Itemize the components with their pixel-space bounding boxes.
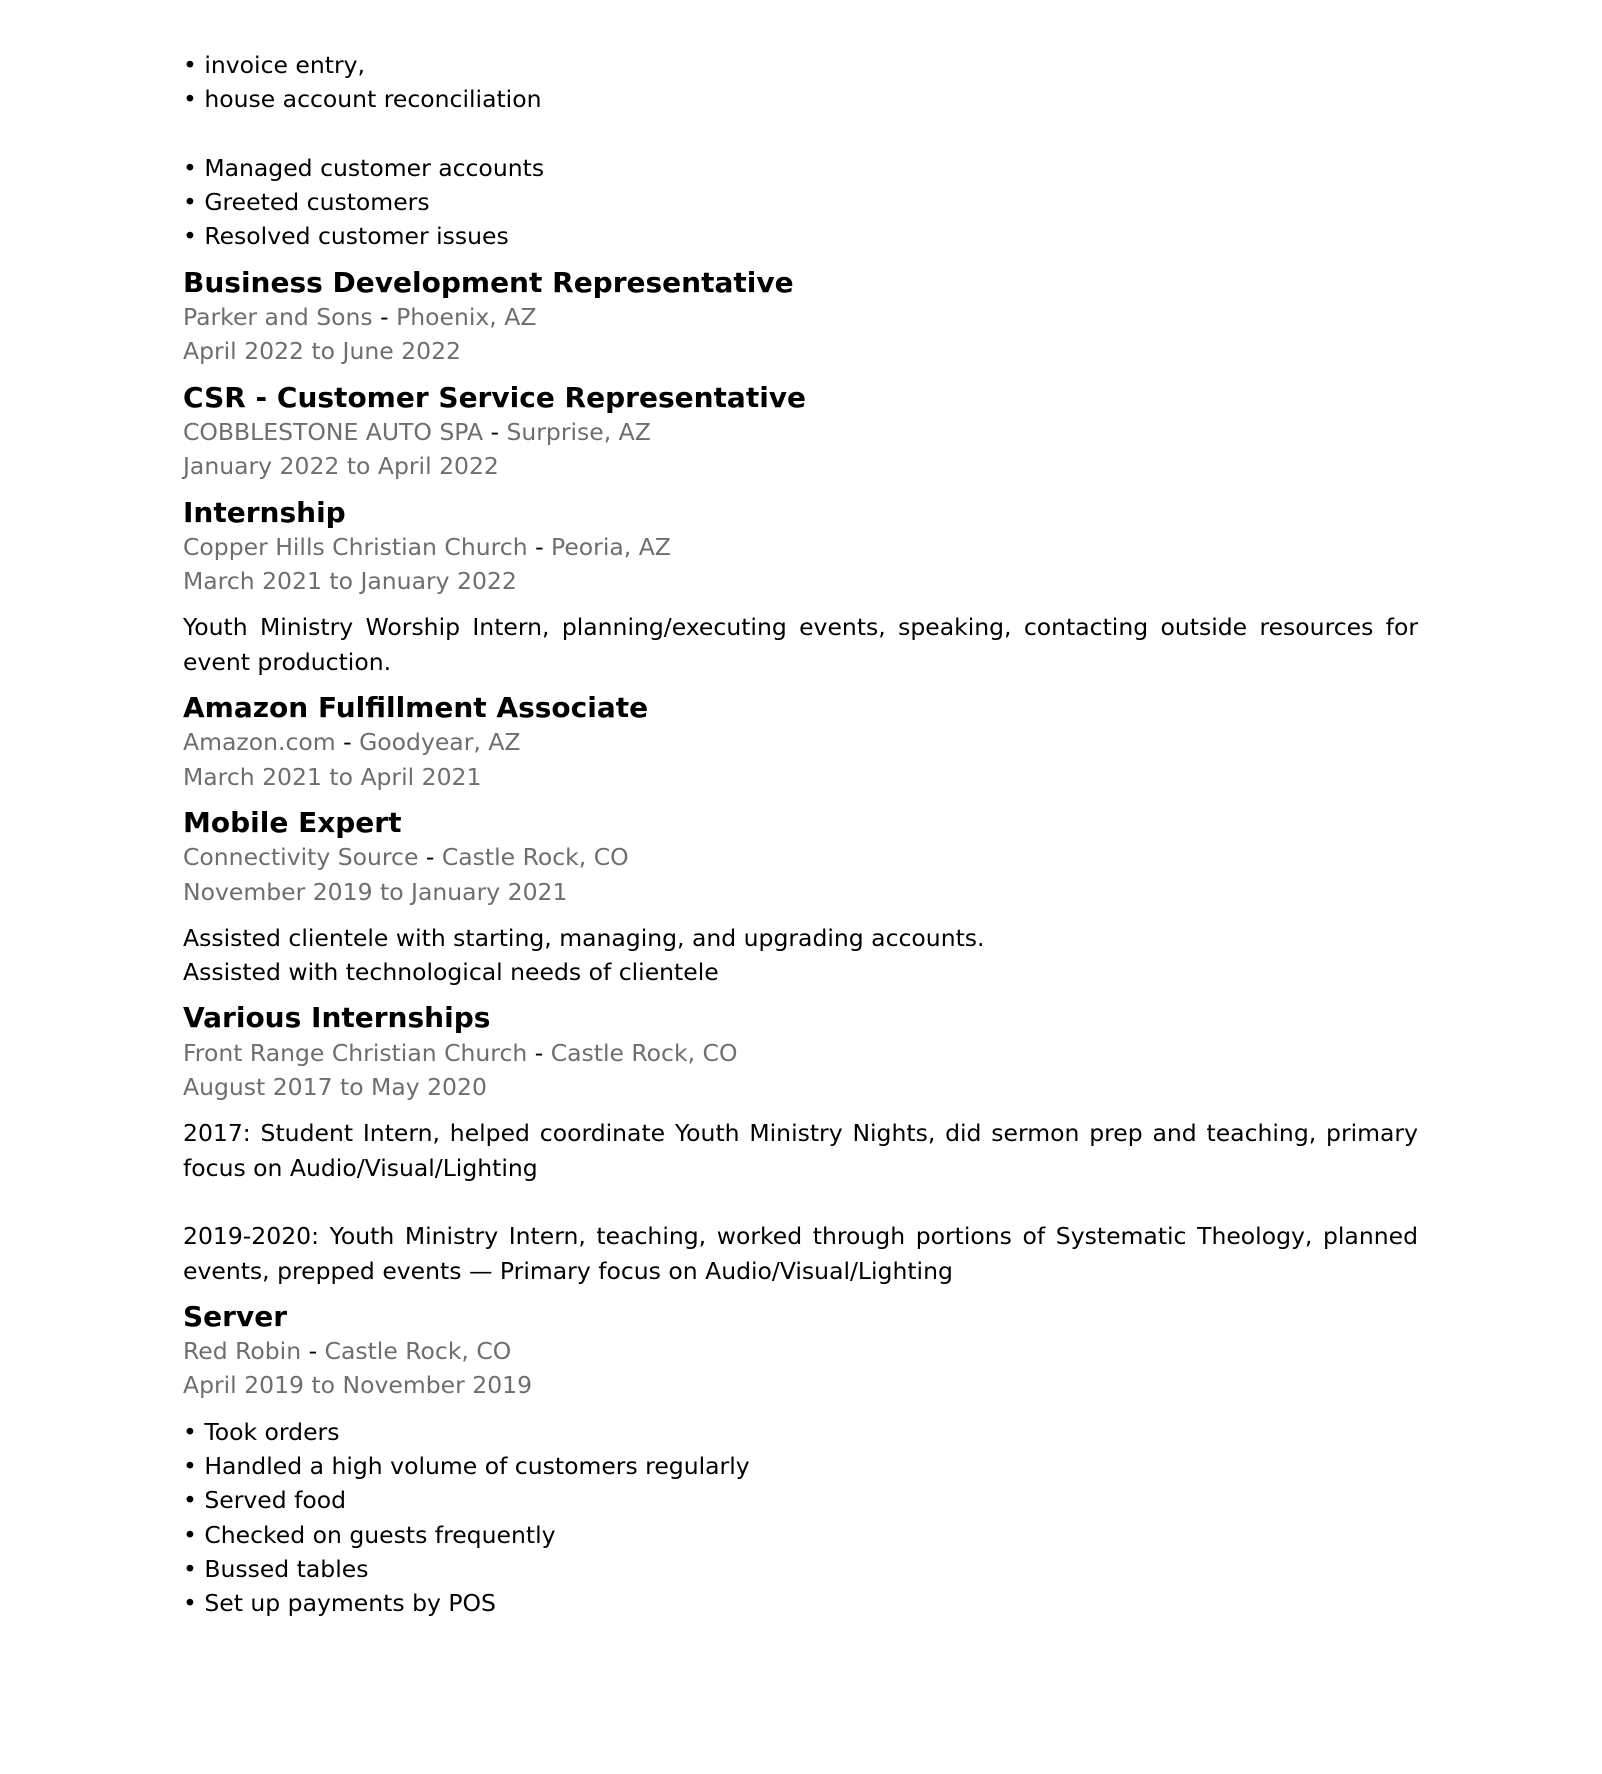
- job-location: Castle Rock, CO: [324, 1337, 512, 1366]
- job-entry: [183, 381, 1418, 484]
- list-item: • invoice entry,: [183, 51, 366, 79]
- job-location: Goodyear, AZ: [359, 728, 521, 757]
- job-employer: [183, 300, 1418, 334]
- job-description: Youth Ministry Worship Intern, planning/executing events, speaking, contacting outside resources for event production.: [183, 613, 1418, 676]
- company-name: Amazon.com: [183, 728, 336, 757]
- bullet-list: [183, 151, 1418, 254]
- job-title: CSR - Customer Service Representative: [183, 380, 807, 414]
- job-title: Business Development Representative: [183, 265, 794, 299]
- job-entry: [183, 496, 1418, 679]
- job-title: Server: [183, 1299, 288, 1333]
- job-location: Castle Rock, CO: [441, 843, 629, 872]
- separator: -: [527, 1038, 551, 1067]
- job-employer: [183, 840, 1418, 874]
- job-entry: [183, 691, 1418, 794]
- job-dates: March 2021 to April 2021: [183, 762, 482, 791]
- job-employer: [183, 415, 1418, 449]
- list-item: • Served food: [183, 1486, 347, 1515]
- job-location: Peoria, AZ: [551, 532, 671, 561]
- list-item: • house account reconciliation: [183, 85, 542, 114]
- job-title: Mobile Expert: [183, 805, 402, 839]
- list-item: • Set up payments by POS: [183, 1589, 496, 1618]
- list-item: • Handled a high volume of customers regularly: [183, 1451, 750, 1480]
- separator: -: [527, 532, 552, 561]
- bullet-list: [183, 1415, 1418, 1621]
- description-line: Assisted clientele with starting, managing, and upgrading accounts.: [183, 923, 985, 952]
- job-employer: [183, 725, 1418, 759]
- job-description: [183, 921, 1418, 990]
- job-entry: [183, 266, 1418, 369]
- job-dates: November 2019 to January 2021: [183, 877, 568, 906]
- list-item: • Resolved customer issues: [183, 222, 509, 251]
- job-location: Surprise, AZ: [506, 417, 651, 446]
- company-name: Connectivity Source: [183, 843, 419, 872]
- job-entry: [183, 1001, 1418, 1287]
- company-name: Parker and Sons: [183, 303, 373, 332]
- job-location: Castle Rock, CO: [550, 1038, 738, 1067]
- company-name: Copper Hills Christian Church: [183, 532, 528, 561]
- list-item: • Bussed tables: [183, 1554, 369, 1583]
- job-dates: April 2022 to June 2022: [183, 337, 461, 366]
- resume-page: [183, 48, 1418, 1620]
- description-line: Assisted with technological needs of clientele: [183, 958, 719, 987]
- job-location: Phoenix, AZ: [396, 303, 537, 332]
- company-name: Red Robin: [183, 1337, 302, 1366]
- job-dates: January 2022 to April 2022: [183, 452, 499, 481]
- company-name: Front Range Christian Church: [183, 1038, 528, 1067]
- job-title: Internship: [183, 495, 346, 529]
- list-item: • Checked on guests frequently: [183, 1520, 556, 1549]
- separator: -: [418, 843, 442, 872]
- job-employer: [183, 1036, 1418, 1070]
- job-entry: [183, 806, 1418, 989]
- bullet-list: [183, 48, 1418, 117]
- job-dates: August 2017 to May 2020: [183, 1073, 487, 1102]
- job-description: 2019-2020: Youth Ministry Intern, teaching, worked through portions of Systematic Theology, planned events, prepped events — Primary focus on Audio/Visual/Lighting: [183, 1222, 1418, 1285]
- separator: -: [483, 417, 507, 446]
- spacer: [183, 1185, 1418, 1219]
- separator: -: [301, 1337, 325, 1366]
- list-item: • Greeted customers: [183, 188, 430, 217]
- job-title: Various Internships: [183, 1001, 491, 1035]
- list-item: • Managed customer accounts: [183, 153, 545, 182]
- job-entry: [183, 1300, 1418, 1621]
- separator: -: [372, 303, 397, 332]
- job-dates: March 2021 to January 2022: [183, 567, 517, 596]
- separator: -: [335, 728, 360, 757]
- job-title: Amazon Fulfillment Associate: [183, 691, 649, 725]
- company-name: COBBLESTONE AUTO SPA: [183, 417, 484, 446]
- job-employer: [183, 530, 1418, 564]
- job-description: 2017: Student Intern, helped coordinate Youth Ministry Nights, did sermon prep and teaching, primary focus on Audio/Visual/Lighting: [183, 1119, 1418, 1182]
- job-dates: April 2019 to November 2019: [183, 1371, 533, 1400]
- job-employer: [183, 1334, 1418, 1368]
- spacer: [183, 117, 1418, 151]
- list-item: • Took orders: [183, 1417, 340, 1446]
